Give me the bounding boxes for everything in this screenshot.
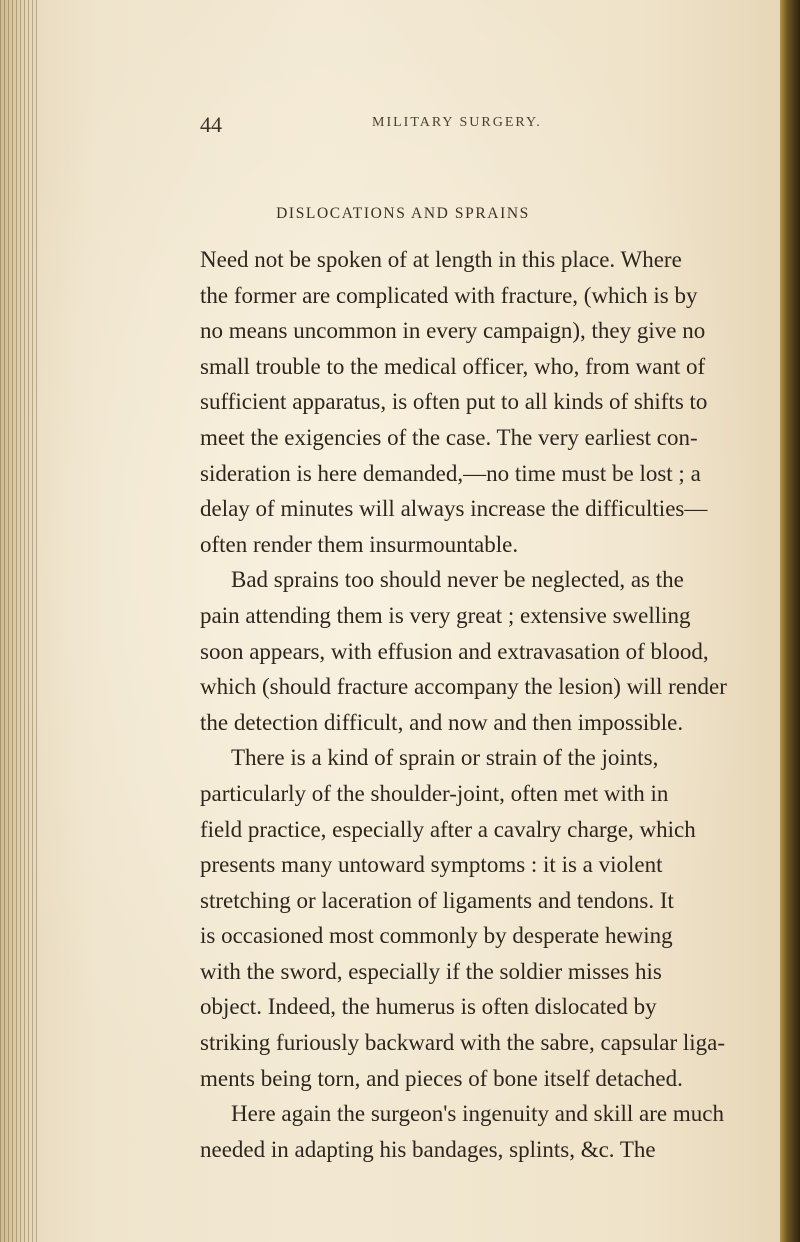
text-line: Here again the surgeon's ingenuity and skill are much [231,1101,724,1127]
text-line: is occasioned most commonly by desperate hewing [200,923,673,949]
text-line: no means uncommon in every campaign), they give no [200,318,706,344]
text-line: object. Indeed, the humerus is often dislocated by [200,994,657,1020]
body-text [200,242,800,1167]
text-line: soon appears, with effusion and extravasation of blood, [200,638,709,664]
text-line: delay of minutes will always increase the difficulties— [200,496,708,522]
page-header [0,112,800,142]
text-line: needed in adapting his bandages, splints, &c. The [200,1136,656,1162]
text-line: small trouble to the medical officer, who, from want of [200,353,706,379]
text-line: field practice, especially after a cavalry charge, which [200,816,696,842]
text-line: There is a kind of sprain or strain of the joints, [231,745,659,771]
text-line: with the sword, especially if the soldier misses his [200,958,662,984]
text-line: ments being torn, and pieces of bone itself detached. [200,1065,683,1091]
text-line: meet the exigencies of the case. The very earliest con- [200,424,698,450]
text-line: pain attending them is very great ; extensive swelling [200,602,691,628]
binding-edge [0,0,40,1242]
text-line: stretching or laceration of ligaments and tendons. It [200,887,674,913]
section-title: DISLOCATIONS AND SPRAINS [276,205,530,222]
text-line: presents many untoward symptoms : it is a violent [200,852,663,878]
text-line: the detection difficult, and now and then impossible. [200,709,684,735]
text-line: striking furiously backward with the sabre, capsular liga- [200,1030,726,1056]
text-line: sideration is here demanded,—no time must be lost ; a [200,460,701,486]
text-line: the former are complicated with fracture, (which is by [200,282,698,308]
running-head: MILITARY SURGERY. [372,115,542,130]
text-line: which (should fracture accompany the lesion) will render [200,674,727,700]
text-line: often render them insurmountable. [200,531,519,557]
text-line: Need not be spoken of at length in this place. Where [200,247,682,272]
text-line: Bad sprains too should never be neglected, as the [231,567,684,593]
text-line: particularly of the shoulder-joint, often met with in [200,780,669,806]
page-number: 44 [200,112,222,137]
text-line: sufficient apparatus, is often put to all kinds of shifts to [200,389,708,415]
